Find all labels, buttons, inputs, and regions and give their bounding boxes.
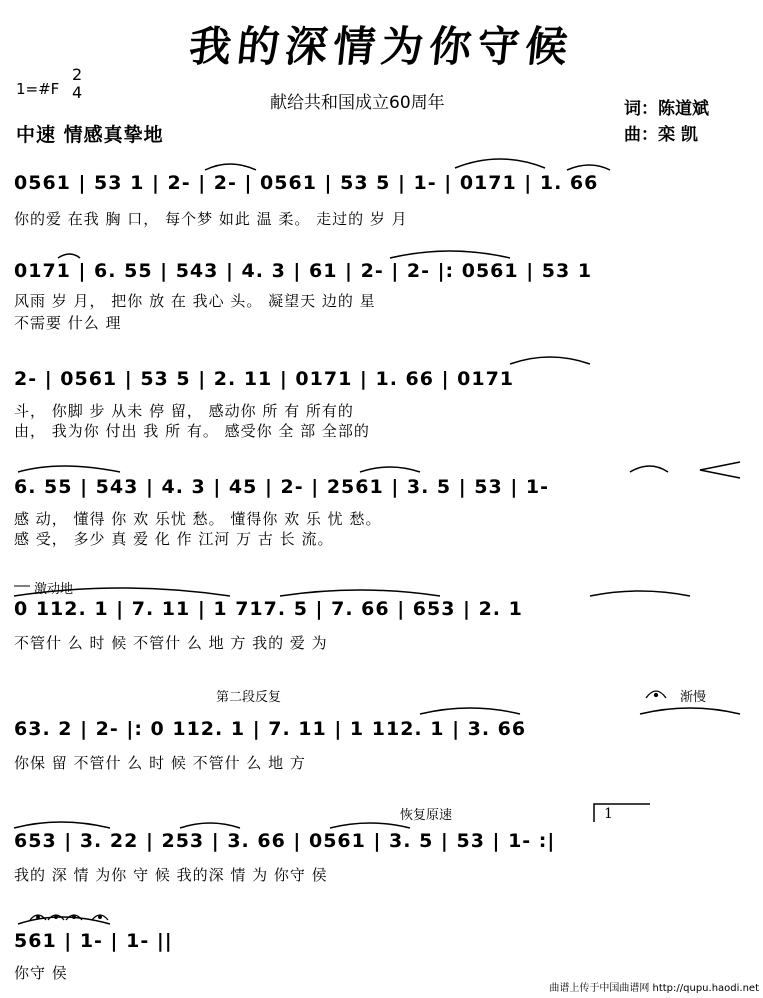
lyrics-line-verse-2: 由， 我为你 付出 我 所 有。 感受你 全 部 全部的 — [14, 422, 370, 440]
lyrics-line: 我的 深 情 为你 守 候 我的深 情 为 你守 侯 — [14, 866, 328, 884]
time-signature — [72, 66, 82, 102]
slur — [640, 708, 740, 714]
watermark-footer: 曲谱上传于中国曲谱网 http://qupu.haodi.net — [549, 983, 759, 994]
expression-excited: 激动地 — [34, 582, 74, 597]
slur — [360, 467, 420, 472]
lyrics-line: 你保 留 不管什 么 时 候 不管什 么 地 方 — [14, 754, 306, 772]
slur — [630, 466, 668, 472]
notation-line: 6. 55 | 543 | 4. 3 | 45 | 2- | 2561 | 3. 5 | 53 | 1- — [14, 476, 550, 498]
notation-line: 63. 2 | 2- |: 0 112. 1 | 7. 11 | 1 112. 1 | 3. 66 — [14, 718, 527, 740]
lyrics-line: 不管什 么 时 候 不管什 么 地 方 我的 爱 为 — [14, 634, 328, 652]
notation-line: 653 | 3. 22 | 253 | 3. 66 | 0561 | 3. 5 | 53 | 1- :| — [14, 830, 556, 852]
credits — [624, 96, 709, 148]
volta-bracket — [594, 804, 650, 822]
notation-line: 0 112. 1 | 7. 11 | 1 717. 5 | 7. 66 | 653 | 2. 1 — [14, 598, 523, 620]
a-tempo-mark: 恢复原速 — [400, 808, 453, 823]
time-sig-top: 2 — [72, 65, 83, 84]
slur — [180, 823, 240, 828]
second-repeat-mark: 第二段反复 — [216, 690, 282, 705]
slur — [58, 254, 80, 258]
dedication: 献给共和国成立60周年 — [270, 93, 445, 113]
gradually-slow-mark: 渐慢 — [680, 690, 707, 705]
lyrics-line: 风雨 岁 月， 把你 放 在 我心 头。 凝望天 边的 星 — [14, 292, 376, 310]
lyrics-line-verse-2: 不需要 什么 理 — [14, 314, 122, 332]
lyrics-line: 感 动， 懂得 你 欢 乐忧 愁。 懂得你 欢 乐 忧 愁。 — [14, 510, 382, 528]
lyrics-line: 斗， 你脚 步 从未 停 留， 感动你 所 有 所有的 — [14, 402, 354, 420]
tempo-marking: 中速 情感真挚地 — [16, 124, 164, 146]
song-title: 我的深情为你守候 — [186, 22, 576, 71]
lyrics-line-verse-2: 感 受， 多少 真 爱 化 作 江河 万 古 长 流。 — [14, 530, 334, 548]
slur — [330, 823, 410, 828]
slur — [18, 917, 110, 924]
notation-line: 0561 | 53 1 | 2- | 2- | 0561 | 53 5 | 1- | 0171 | 1. 66 — [14, 172, 599, 194]
slur — [510, 357, 590, 364]
slur — [420, 708, 520, 714]
lyricist: 词：陈道斌 — [624, 99, 709, 119]
slur — [205, 164, 256, 170]
lyrics-line: 你的爱 在我 胸 口， 每个梦 如此 温 柔。 走过的 岁 月 — [14, 210, 408, 228]
notation-line: 561 | 1- | 1- || — [14, 930, 173, 952]
lyrics-line: 你守 侯 — [14, 964, 68, 982]
slur — [590, 591, 690, 596]
composer: 曲：栾 凯 — [624, 125, 698, 145]
slur — [280, 590, 440, 596]
slur — [455, 159, 545, 168]
slur — [18, 466, 120, 472]
time-sig-bottom: 4 — [72, 83, 83, 102]
notation-line: 0171 | 6. 55 | 543 | 4. 3 | 61 | 2- | 2- |: 0561 | 53 1 — [14, 260, 593, 282]
key-signature: 1=#F — [16, 80, 60, 98]
slur — [567, 165, 610, 170]
notation-line: 2- | 0561 | 53 5 | 2. 11 | 0171 | 1. 66 | 0171 — [14, 368, 515, 390]
volta-number: 1 — [604, 806, 613, 822]
slur — [390, 251, 510, 258]
slur — [14, 822, 110, 828]
